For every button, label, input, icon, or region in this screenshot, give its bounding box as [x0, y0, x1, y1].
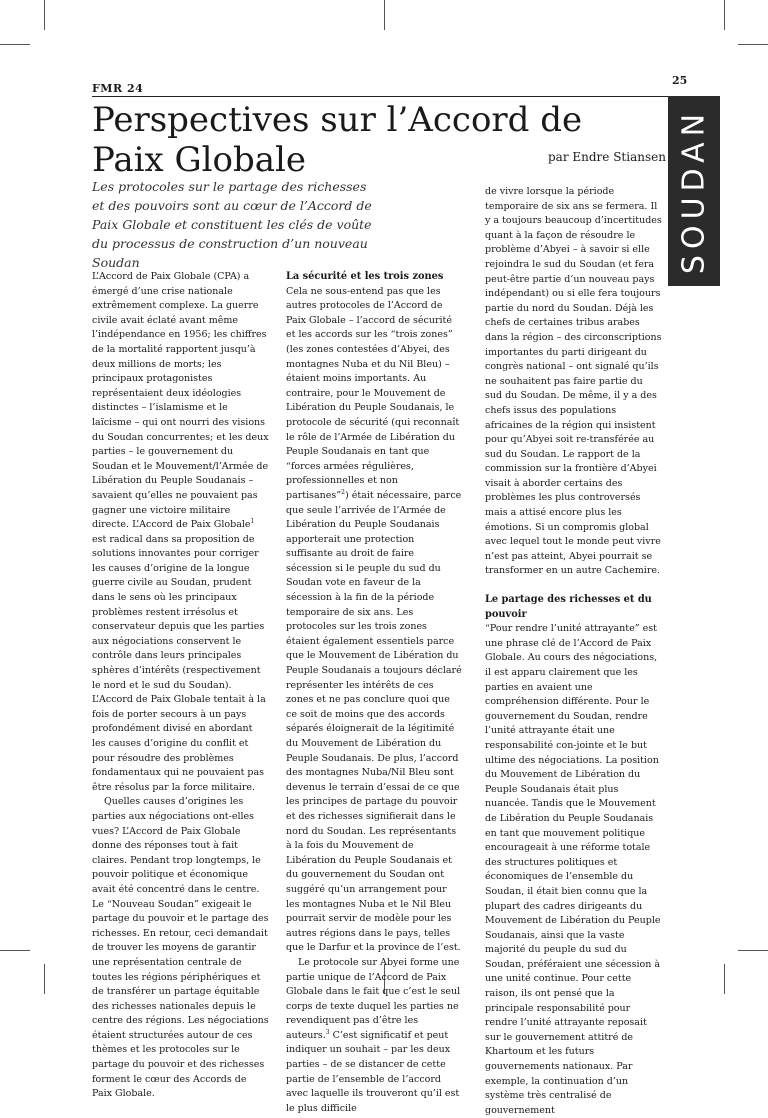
paragraph: Cela ne sous-entend pas que les autres protocoles de l’Accord de Paix Globale – l’accord de sécurité et les accords sur les “trois zones” (les zones contestées d’Abyei, des montagnes Nuba et du Nil Bleu) – étaient moins importants. Au contraire, pour le Mouvement de Libération du Peuple Soudanais, le protocole de sécurité (qui reconnaît le rôle de l’Armée de Libération du Peuple Soudanais en tant que “forces armées régulières, professionnelles et non partisanes”$^2$) était nécessaire, parce que seule l’arrivée de l’Armée de Libération du Peuple Soudanais apporterait une protection suffisante au droit de faire sécession si le peuple du sud du Soudan vote en faveur de la sécession à la fin de la période temporaire de six ans. Les protocoles sur les trois zones étaient également essentiels parce que le Mouvement de Libération du Peuple Soudanais a toujours déclaré représenter les intérêts de ces zones et ne pas conclure quoi que ce soit de moins que des accords séparés éloignerait de la légitimité du Mouvement de Libération du Peuple Soudanais. De plus, l’accord des montagnes Nuba/Nil Bleu sont devenus le terrain d’essai de ce que les principes de partage du pouvoir et des richesses signifierait dans le nord du Soudan. Les représentants à la fois du Mouvement de Libération du Peuple Soudanais et du gouvernement du Soudan ont suggéré qu’un arrangement pour les montagnes Nuba et le Nil Bleu pourrait servir de modèle pour les autres régions dans le pays, telles que le Darfur et la province de l’est.	[286, 285, 462, 954]
crop-mark	[0, 950, 30, 951]
section-heading: Le partage des richesses et du pouvoir	[485, 594, 652, 620]
footnote-ref: 2	[341, 488, 345, 496]
section-tab	[668, 96, 720, 286]
header-rule	[92, 96, 668, 97]
paragraph: Le protocole sur Abyei forme une partie unique de l’Accord de Paix Globale dans le fait que c’est le seul corps de texte duquel les parties ne revendiquent pas d’être les auteurs.$^3$ C’est significatif et peut indiquer un souhait – par les deux parties – de se distancer de cette partie de l’ensemble de l’accord avec laquelle ils trouveront qu’il est le plus difficile	[286, 956, 461, 1114]
paragraph: “Pour rendre l’unité attrayante” est une phrase clé de l’Accord de Paix Globale. Au cours des négociations, il est apparu clairement que les parties en avaient une compréhension différente. Pour le gouvernement du Soudan, rendre l’unité attrayante était une responsabilité con-jointe et le but ultime des négociations. La position du Mouvement de Libération du Peuple Soudanais était plus nuancée. Tandis que le Mouvement de Libération du Peuple Soudanais en tant que mouvement politique encourageait à une réforme totale des structures politiques et économiques de l’ensemble du Soudan, il était bien connu que la plupart des cadres dirigeants du Mouvement de Libération du Peuple Soudanais, ainsi que la vaste majorité du peuple du sud du Soudan, préféraient une sécession à une unité continue. Pour cette raison, ils ont pensé que la principale responsabilité pour rendre l’unité attrayante reposait sur le gouvernement attitré de Khartoum et les futurs gouvernements nationaux. Par exemple, la continuation d’un système très centralisé de gouvernement	[485, 623, 661, 1116]
column-2	[286, 270, 463, 1116]
crop-mark	[44, 964, 45, 994]
page-number: 25	[672, 74, 688, 87]
paragraph: L’Accord de Paix Globale (CPA) a émergé d’une crise nationale extrêmement complexe. La guerre civile avait éclaté avant même l’indépendance en 1956; les chiffres de la mortalité rapportent jusqu’à deux millions de morts; les principaux protagonistes représentaient deux idéologies distinctes – l’islamisme et le laïcisme – qui ont nourri des visions du Soudan concurrentes; et les deux parties – le gouvernement du Soudan et le Mouvement/l’Armée de Libération du Peuple Soudanais – savaient qu’elles ne pouvaient pas gagner une victoire militaire directe. L’Accord de Paix Globale$^1$ est radical dans sa proposition de solutions innovantes pour corriger les causes d’origine de la longue guerre civile au Soudan, prudent dans le sens où les principaux problèmes restent irrésolus et conservateur depuis que les parties aux négociations conservent le contrôle dans leurs principales sphères d’intérêts (respectivement le nord et le sud du Soudan). L’Accord de Paix Globale tentait à la fois de porter secours à un pays profondément divisé en abordant les causes d’origine du conflit et pour résoudre des problèmes fondamentaux qui ne pouvaient pas être résolus par la force militaire.	[92, 271, 269, 793]
crop-mark	[738, 44, 768, 45]
paragraph: Quelles causes d’origines les parties aux négociations ont-elles vues? L’Accord de Paix Globale donne des réponses tout à fait claires. Pendant trop longtemps, le pouvoir politique et économique avait été concentré dans le centre. Le “Nouveau Soudan” exigeait le partage du pouvoir et le partage des richesses. En retour, ceci demandait de trouver les moyens de garantir une représentation centrale de toutes les régions périphériques et de transférer un partage équitable des richesses nationales depuis le centre des régions. Les négociations étaient structurées autour de ces thèmes et les protocoles sur le partage du pouvoir et des richesses forment le cœur des Accords de Paix Globale.	[92, 796, 269, 1100]
crop-mark	[0, 44, 30, 45]
column-1	[92, 270, 269, 1102]
lead-paragraph: Les protocoles sur le partage des richesses et des pouvoirs sont au cœur de l’Accord de Paix Globale et constituent les clés de voûte du processus de construction d’un nouveau Soudan	[92, 179, 372, 270]
crop-mark	[738, 950, 768, 951]
column-3	[485, 185, 662, 1118]
footnote-ref: 3	[325, 1028, 330, 1036]
crop-mark	[384, 0, 385, 30]
crop-mark	[724, 964, 725, 994]
crop-mark	[724, 0, 725, 30]
crop-mark	[44, 0, 45, 30]
article-title: Perspectives sur l’Accord de Paix Globale	[92, 100, 583, 180]
paragraph: de vivre lorsque la période temporaire de six ans se fermera. Il y a toujours beaucoup d’incertitudes quant à la façon de résoudre le problème d’Abyei – à savoir si elle rejoindra le sud du Soudan (et fera peut-être partie d’un nouveau pays indépendant) ou si elle fera toujours partie du nord du Soudan. Déjà les chefs de certaines tribus arabes dans la région – des circonscriptions importantes du parti dirigeant du congrès national – ont signalé qu’ils ne souhaitent pas faire partie du sud du Soudan. De même, il y a des chefs issus des populations africaines de la région qui insistent pour qu’Abyei soit re-transférée au sud du Soudan. Le rapport de la commission sur la frontière d’Abyei visait à aborder certains des problèmes les plus controversés mais a attisé encore plus les émotions. Si un compromis global avec lequel tout le monde peut vivre n’est pas atteint, Abyei pourrait se transformer en un autre Cachemire.	[485, 186, 662, 577]
author-byline: par Endre Stiansen	[548, 150, 666, 164]
footnote-ref: 1	[250, 517, 255, 525]
publication-label: FMR 24	[92, 82, 144, 95]
section-tab-label: SOUDAN	[676, 107, 712, 275]
section-heading: La sécurité et les trois zones	[286, 271, 444, 282]
